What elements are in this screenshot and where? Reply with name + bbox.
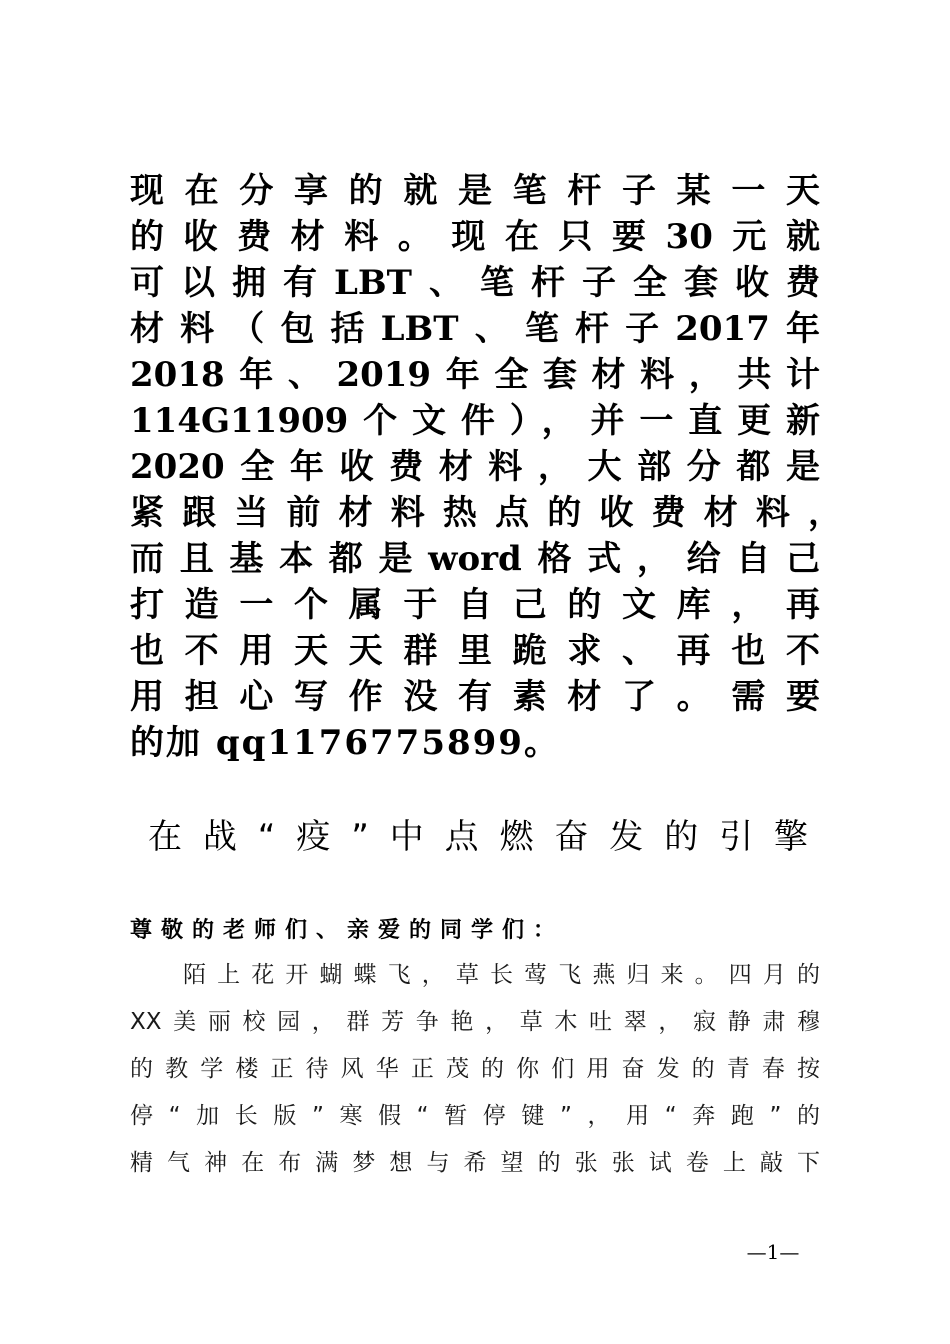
- body-paragraph-line: 陌上花开蝴蝶飞，草长莺飞燕归来。四月的: [183, 962, 820, 988]
- ad-paragraph-line: 114G11909个文件），并一直更新: [130, 401, 820, 441]
- ad-paragraph-line: 的加 qq1176775899。: [130, 723, 560, 763]
- ad-paragraph-line: 打造一个属于自己的文库，再: [130, 585, 820, 625]
- ad-paragraph-line: 可以拥有LBT、笔杆子全套收费: [130, 263, 820, 303]
- ad-paragraph-line: 的收费材料。现在只要30元就: [130, 217, 820, 257]
- ad-paragraph-line: 也不用天天群里跪求、再也不: [130, 631, 820, 671]
- body-paragraph-line: 的教学楼正待风华正茂的你们用奋发的青春按: [130, 1056, 820, 1082]
- ad-paragraph-line: 材料（包括LBT、笔杆子2017年: [130, 309, 820, 349]
- ad-paragraph-line: 用担心写作没有素材了。需要: [130, 677, 820, 717]
- page-number: —1—: [746, 1240, 800, 1264]
- body-paragraph-line: 精气神在布满梦想与希望的张张试卷上敲下: [130, 1150, 820, 1176]
- speech-title: 在战“疫”中点燃奋发的引擎: [148, 817, 808, 857]
- body-paragraph-line: 停“加长版”寒假“暂停键”，用“奔跑”的: [130, 1103, 820, 1129]
- body-paragraph-line: XX美丽校园，群芳争艳，草木吐翠，寂静肃穆: [130, 1009, 820, 1035]
- ad-paragraph-line: 紧跟当前材料热点的收费材料，: [130, 493, 842, 533]
- ad-paragraph-line: 而且基本都是word格式，给自己: [130, 539, 820, 579]
- ad-paragraph-line: 2018年、2019年全套材料，共计: [130, 355, 820, 395]
- ad-paragraph-line: 2020全年收费材料，大部分都是: [130, 447, 820, 487]
- salutation: 尊敬的老师们、亲爱的同学们：: [130, 918, 565, 943]
- ad-paragraph-line: 现在分享的就是笔杆子某一天: [130, 171, 820, 211]
